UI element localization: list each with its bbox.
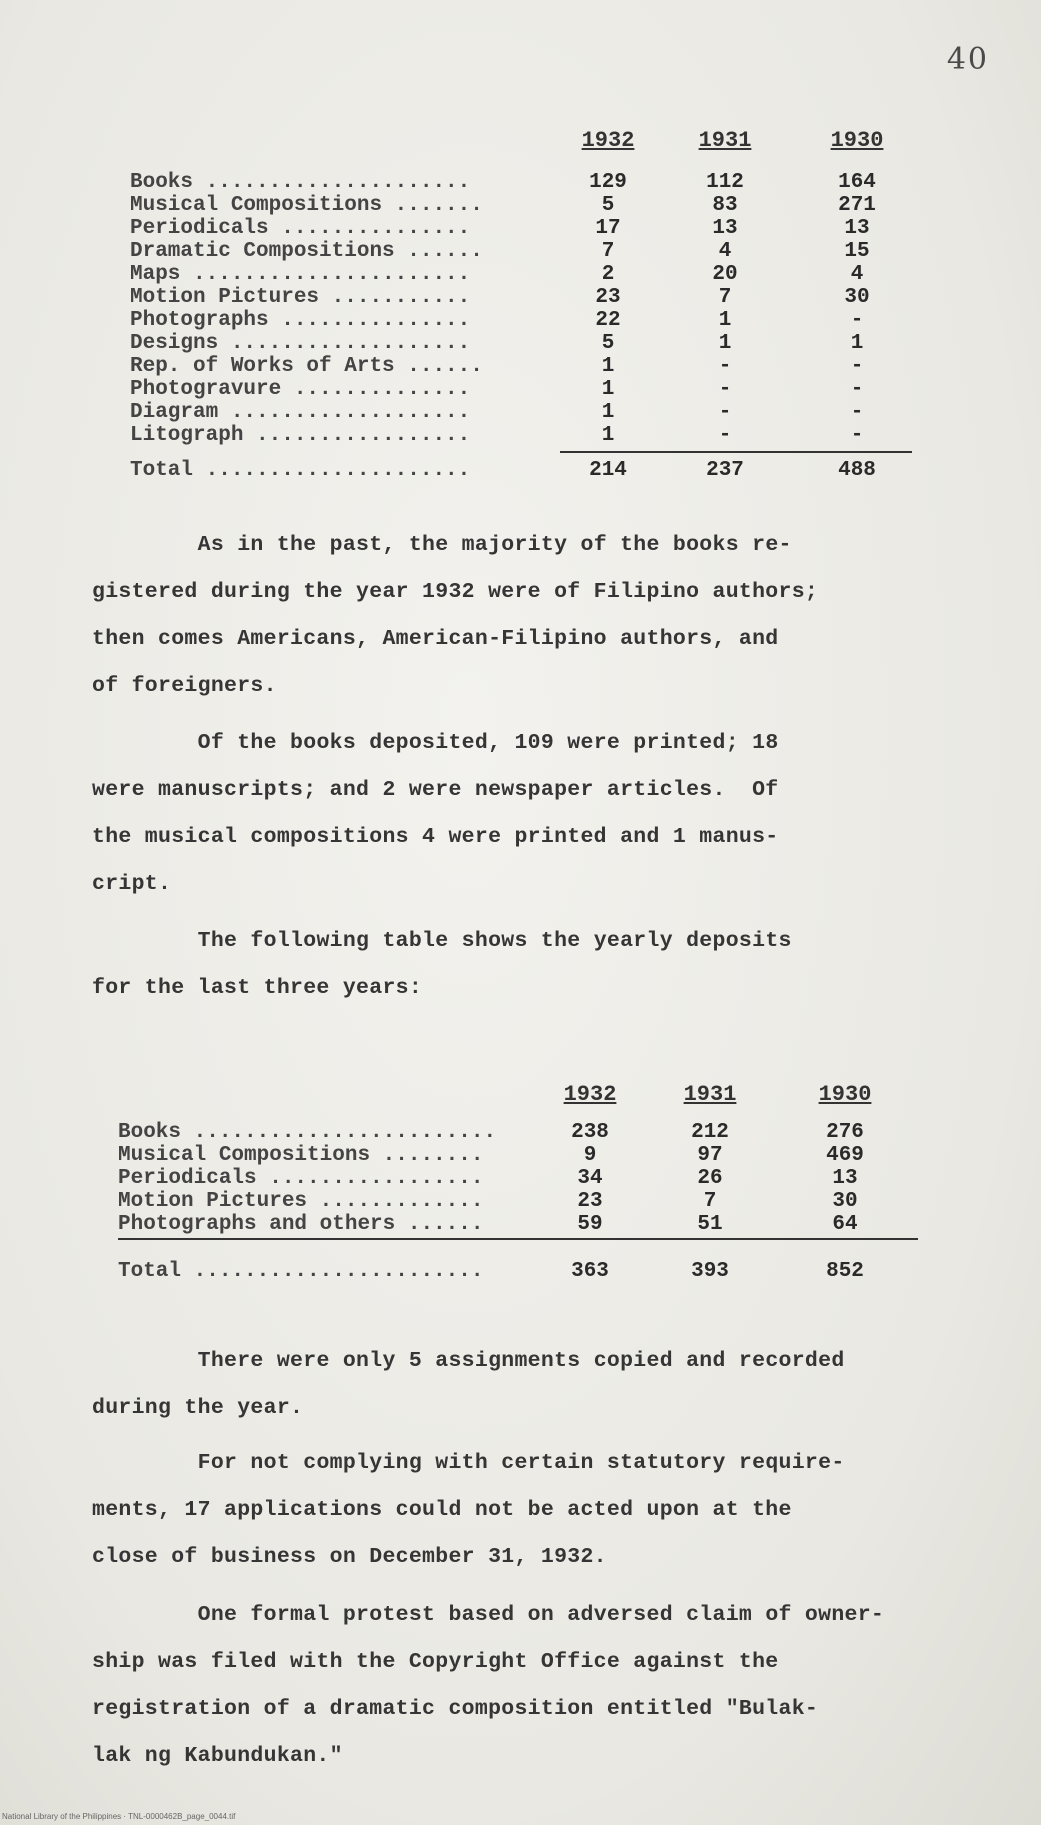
row-value: 5 — [601, 194, 615, 217]
row-value: 13 — [712, 217, 738, 240]
row-label: Musical Compositions ....... — [130, 194, 483, 217]
paragraph-assignments: There were only 5 assignments copied and recorded during the year. — [92, 1349, 845, 1420]
row-value: 30 — [844, 286, 870, 309]
table-row — [118, 1144, 918, 1167]
row-value: 30 — [832, 1190, 858, 1213]
row-value: 7 — [601, 240, 615, 263]
row-value: 238 — [571, 1121, 609, 1144]
table-row — [118, 1213, 918, 1236]
row-value: 212 — [691, 1121, 729, 1144]
table-row — [130, 171, 912, 194]
table1-year: 1932 — [581, 128, 635, 153]
row-value: 112 — [706, 171, 744, 194]
table2-year: 1931 — [683, 1082, 737, 1107]
row-value: 20 — [712, 263, 738, 286]
paragraph-authors: As in the past, the majority of the books re- gistered during the year 1932 were of Filipino authors; then comes Americans, American-Filipino authors, and of foreigners. — [92, 533, 819, 698]
row-value: 59 — [577, 1213, 603, 1236]
row-value: 5 — [601, 332, 615, 355]
row-value: 488 — [838, 459, 876, 482]
row-label: Rep. of Works of Arts ...... — [130, 355, 483, 378]
row-value: 26 — [697, 1167, 723, 1190]
paragraph-applications: For not complying with certain statutory require- ments, 17 applications could not be acted upon at the close of business on December 31, 1932. — [92, 1451, 845, 1569]
table1-body — [130, 171, 912, 482]
row-label: Books ........................ — [118, 1121, 497, 1144]
total-divider — [118, 1238, 918, 1240]
row-value: 64 — [832, 1213, 858, 1236]
row-value: 1 — [601, 355, 615, 378]
row-label: Motion Pictures ............. — [118, 1190, 484, 1213]
row-value: - — [718, 378, 732, 401]
row-label: Photogravure .............. — [130, 378, 471, 401]
table-row — [130, 194, 912, 217]
row-label: Periodicals ................. — [118, 1167, 484, 1190]
row-label: Motion Pictures ........... — [130, 286, 471, 309]
row-value: - — [850, 378, 864, 401]
table2-total-label: Total ....................... — [118, 1260, 484, 1283]
row-value: 1 — [601, 401, 615, 424]
row-label: Musical Compositions ........ — [118, 1144, 484, 1167]
row-value: 2 — [601, 263, 615, 286]
row-label: Photographs ............... — [130, 309, 471, 332]
table-row — [130, 355, 912, 378]
row-value: 1 — [718, 309, 732, 332]
row-value: 276 — [826, 1121, 864, 1144]
table-row — [130, 309, 912, 332]
row-value: 13 — [844, 217, 870, 240]
table2-header — [550, 1082, 918, 1107]
table2-body — [118, 1121, 918, 1240]
row-label: Designs ................... — [130, 332, 471, 355]
row-value: - — [850, 355, 864, 378]
row-value: 164 — [838, 171, 876, 194]
row-value: - — [850, 309, 864, 332]
row-value: 4 — [850, 263, 864, 286]
table2-total-value: 852 — [826, 1260, 864, 1283]
row-value: - — [850, 424, 864, 447]
table-row — [130, 240, 912, 263]
scan-footer: National Library of the Philippines · TNL-0000462B_page_0044.tif — [2, 1812, 236, 1821]
row-value: 97 — [697, 1144, 723, 1167]
table1-header — [568, 128, 912, 153]
row-label: Total ..................... — [130, 459, 471, 482]
row-value: - — [718, 401, 732, 424]
deposits-by-category-table — [130, 128, 912, 482]
paragraph-following-table: The following table shows the yearly deposits for the last three years: — [92, 929, 792, 1000]
row-value: 469 — [826, 1144, 864, 1167]
row-value: 1 — [718, 332, 732, 355]
table1-total-row — [130, 459, 912, 482]
row-value: 129 — [589, 171, 627, 194]
row-value: 15 — [844, 240, 870, 263]
row-value: 1 — [601, 378, 615, 401]
table-row — [118, 1121, 918, 1144]
table2-total-row — [118, 1260, 918, 1283]
row-value: 214 — [589, 459, 627, 482]
table-row — [130, 401, 912, 424]
table2-year: 1932 — [563, 1082, 617, 1107]
table2-total-value: 363 — [571, 1260, 609, 1283]
row-value: 9 — [583, 1144, 597, 1167]
row-value: 13 — [832, 1167, 858, 1190]
table-row — [118, 1190, 918, 1213]
row-value: - — [850, 401, 864, 424]
row-value: 22 — [595, 309, 621, 332]
row-label: Photographs and others ...... — [118, 1213, 484, 1236]
row-value: 237 — [706, 459, 744, 482]
row-value: 7 — [703, 1190, 717, 1213]
page-number: 40 — [946, 42, 989, 77]
table-row — [130, 217, 912, 240]
row-value: 1 — [850, 332, 864, 355]
table-row — [130, 332, 912, 355]
row-label: Periodicals ............... — [130, 217, 471, 240]
row-value: 83 — [712, 194, 738, 217]
paragraph-books-deposited: Of the books deposited, 109 were printed; 18 were manuscripts; and 2 were newspaper articles. Of the musical compositions 4 were printed and 1 manus- cript. — [92, 731, 779, 896]
row-value: 7 — [718, 286, 732, 309]
row-value: 34 — [577, 1167, 603, 1190]
table-row — [130, 286, 912, 309]
row-value: 23 — [595, 286, 621, 309]
row-value: - — [718, 424, 732, 447]
row-value: 17 — [595, 217, 621, 240]
row-value: 1 — [601, 424, 615, 447]
table1-year: 1930 — [830, 128, 884, 153]
row-label: Books ..................... — [130, 171, 471, 194]
table-row — [130, 263, 912, 286]
table-row — [118, 1167, 918, 1190]
yearly-deposits-table — [118, 1082, 918, 1283]
total-divider — [560, 451, 912, 453]
row-label: Maps ...................... — [130, 263, 471, 286]
table2-total-value: 393 — [691, 1260, 729, 1283]
row-value: 4 — [718, 240, 732, 263]
table-row — [130, 424, 912, 447]
row-value: - — [718, 355, 732, 378]
row-label: Litograph ................. — [130, 424, 471, 447]
row-label: Diagram ................... — [130, 401, 471, 424]
row-label: Dramatic Compositions ...... — [130, 240, 483, 263]
paragraph-protest: One formal protest based on adversed claim of owner- ship was filed with the Copyright Office against the registration of a dramatic composition entitled "Bulak- lak ng Kabundukan." — [92, 1603, 885, 1768]
table1-year: 1931 — [698, 128, 752, 153]
table-row — [130, 378, 912, 401]
row-value: 271 — [838, 194, 876, 217]
row-value: 51 — [697, 1213, 723, 1236]
table2-year: 1930 — [818, 1082, 872, 1107]
row-value: 23 — [577, 1190, 603, 1213]
